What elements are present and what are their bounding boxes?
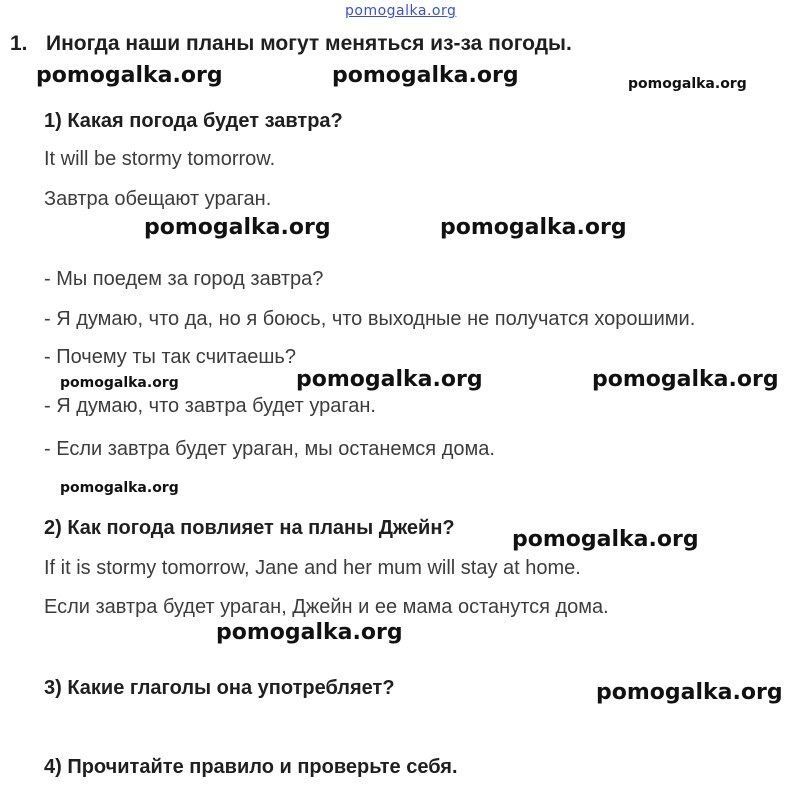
watermark: pomogalka.org bbox=[296, 367, 483, 392]
question-3: 3) Какие глаголы она употребляет? bbox=[44, 677, 395, 699]
watermark: pomogalka.org bbox=[628, 76, 747, 92]
answer-2-ru: Если завтра будет ураган, Джейн и ее мама останутся дома. bbox=[44, 596, 609, 618]
question-2: 2) Как погода повлияет на планы Джейн? bbox=[44, 517, 455, 539]
watermark: pomogalka.org bbox=[512, 527, 699, 552]
answer-2-en: If it is stormy tomorrow, Jane and her mum will stay at home. bbox=[44, 557, 581, 579]
watermark: pomogalka.org bbox=[60, 375, 179, 391]
question-1: 1) Какая погода будет завтра? bbox=[44, 110, 343, 132]
dialog-line-3: - Почему ты так считаешь? bbox=[44, 346, 296, 368]
answer-1-en: It will be stormy tomorrow. bbox=[44, 148, 276, 170]
dialog-line-5: - Если завтра будет ураган, мы останемся дома. bbox=[44, 438, 495, 460]
task-title: Иногда наши планы могут меняться из-за погоды. bbox=[46, 32, 572, 55]
question-4: 4) Прочитайте правило и проверьте себя. bbox=[44, 756, 458, 778]
watermark: pomogalka.org bbox=[36, 63, 223, 88]
watermark: pomogalka.org bbox=[144, 215, 331, 240]
watermark: pomogalka.org bbox=[440, 215, 627, 240]
dialog-line-4: - Я думаю, что завтра будет ураган. bbox=[44, 395, 376, 417]
watermark: pomogalka.org bbox=[596, 680, 783, 705]
dialog-line-1: - Мы поедем за город завтра? bbox=[44, 268, 324, 290]
answer-1-ru: Завтра обещают ураган. bbox=[44, 188, 272, 210]
dialog-line-2: - Я думаю, что да, но я боюсь, что выходные не получатся хорошими. bbox=[44, 308, 696, 330]
watermark: pomogalka.org bbox=[332, 63, 519, 88]
watermark: pomogalka.org bbox=[216, 620, 403, 645]
task-number: 1. bbox=[10, 32, 28, 55]
watermark: pomogalka.org bbox=[592, 367, 779, 392]
top-watermark: pomogalka.org bbox=[345, 3, 457, 19]
watermark: pomogalka.org bbox=[60, 480, 179, 496]
